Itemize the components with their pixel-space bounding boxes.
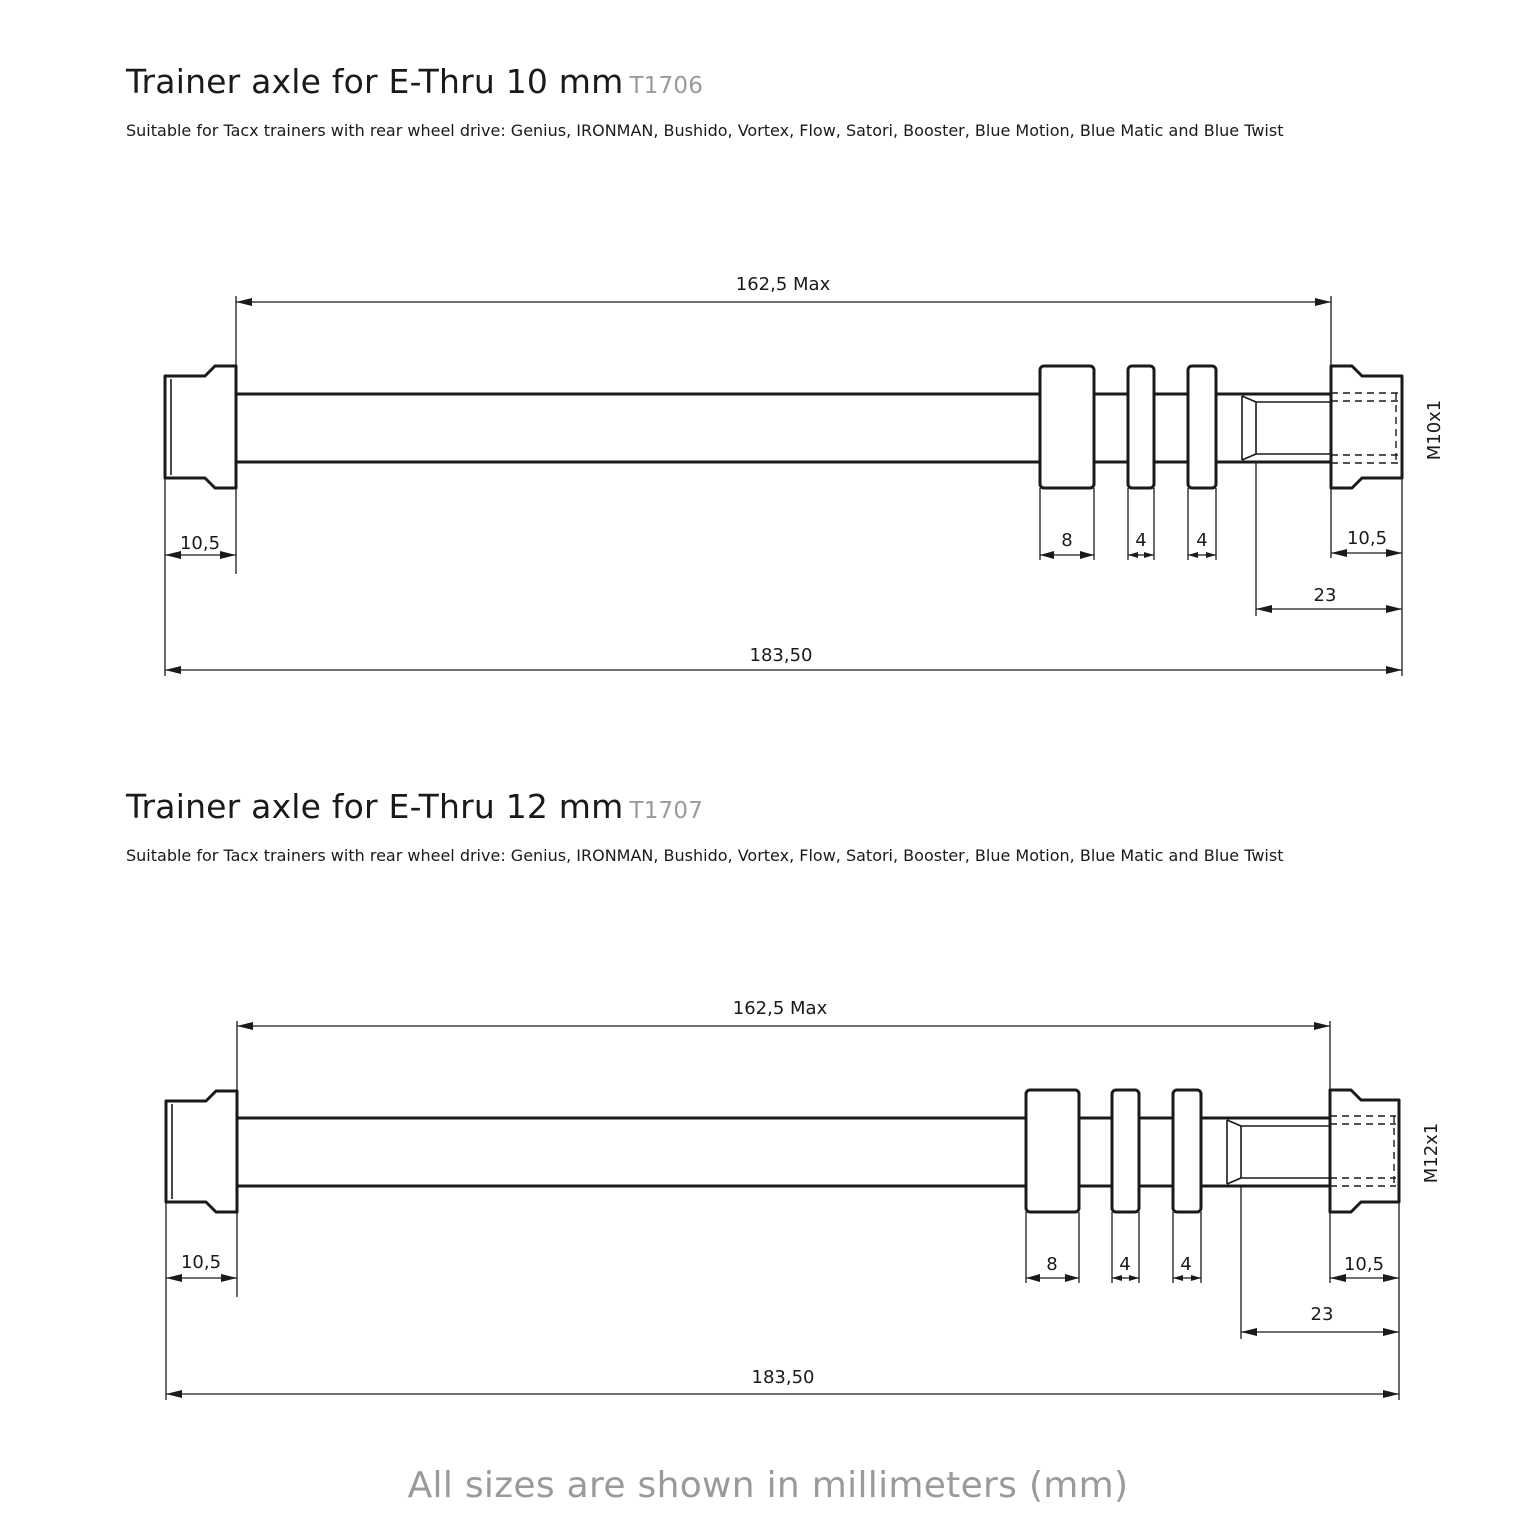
dimension-head-right <box>1331 528 1402 557</box>
product-code: T1706 <box>629 73 704 99</box>
axle-title: Trainer axle for E-Thru 12 mm T1707 <box>126 787 704 826</box>
dim-label: 23 <box>1313 585 1337 606</box>
dim-label: 10,5 <box>179 533 221 554</box>
ring-4a <box>1112 1090 1139 1212</box>
dimension-max-length <box>236 274 1331 306</box>
ring-4a <box>1128 366 1154 488</box>
threaded-end <box>1216 394 1331 462</box>
axle-subtitle: Suitable for Tacx trainers with rear wheel drive: Genius, IRONMAN, Bushido, Vortex, Flow, Satori, Booster, Blue Motion, Blue Matic and Blue Twist <box>126 846 1284 865</box>
dimension-total-length <box>166 1367 1399 1398</box>
dimension-spacer-8 <box>1026 1254 1079 1282</box>
axle-drawing-12mm <box>0 725 1536 1450</box>
dimension-total-length <box>165 645 1402 674</box>
left-head <box>165 366 236 488</box>
dim-label: 183,50 <box>749 645 813 666</box>
threaded-end <box>1201 1118 1330 1186</box>
axle-subtitle: Suitable for Tacx trainers with rear wheel drive: Genius, IRONMAN, Bushido, Vortex, Flow, Satori, Booster, Blue Motion, Blue Matic and Blue Twist <box>126 121 1284 140</box>
shaft-segment <box>1079 1118 1112 1186</box>
dim-label: 4 <box>1135 530 1147 551</box>
shaft-segment <box>1154 394 1188 462</box>
dim-label: 4 <box>1180 1254 1192 1275</box>
shaft-segment <box>1094 394 1128 462</box>
dim-label: 4 <box>1196 530 1208 551</box>
left-head <box>166 1091 237 1212</box>
dim-label: 8 <box>1061 530 1073 551</box>
right-head <box>1331 366 1402 488</box>
main-shaft <box>237 1118 1026 1186</box>
ring-4b <box>1188 366 1216 488</box>
dimension-max-length <box>237 998 1330 1030</box>
dimension-spacer-8 <box>1040 530 1094 559</box>
dim-label: 183,50 <box>751 1367 815 1388</box>
dimension-ring-4b <box>1173 1254 1201 1281</box>
units-footnote: All sizes are shown in millimeters (mm) <box>407 1465 1129 1506</box>
product-code: T1707 <box>629 798 704 824</box>
dim-label: 162,5 Max <box>735 274 831 295</box>
dim-label: 10,5 <box>1346 528 1388 549</box>
dimension-thread-length <box>1241 1304 1399 1336</box>
dim-label: 23 <box>1310 1304 1334 1325</box>
dimension-head-right <box>1330 1254 1399 1282</box>
dim-label: 8 <box>1046 1254 1058 1275</box>
axle-drawing-10mm <box>0 0 1536 725</box>
thread-spec-label: M12x1 <box>1421 1122 1442 1184</box>
dimension-ring-4a <box>1112 1254 1139 1281</box>
dimension-ring-4a <box>1128 530 1154 558</box>
dimension-thread-length <box>1256 585 1402 613</box>
dim-label: 4 <box>1119 1254 1131 1275</box>
spacer-8 <box>1040 366 1094 488</box>
main-shaft <box>236 394 1040 462</box>
dim-label: 10,5 <box>1343 1254 1385 1275</box>
dimension-head-left <box>166 1252 237 1282</box>
dimension-head-left <box>165 533 236 559</box>
dimension-ring-4b <box>1188 530 1216 558</box>
spacer-8 <box>1026 1090 1079 1212</box>
right-head <box>1330 1090 1399 1212</box>
dim-label: 162,5 Max <box>732 998 828 1019</box>
dim-label: 10,5 <box>180 1252 222 1273</box>
axle-title: Trainer axle for E-Thru 10 mm T1706 <box>126 62 704 101</box>
thread-spec-label: M10x1 <box>1424 399 1445 461</box>
ring-4b <box>1173 1090 1201 1212</box>
shaft-segment <box>1139 1118 1173 1186</box>
